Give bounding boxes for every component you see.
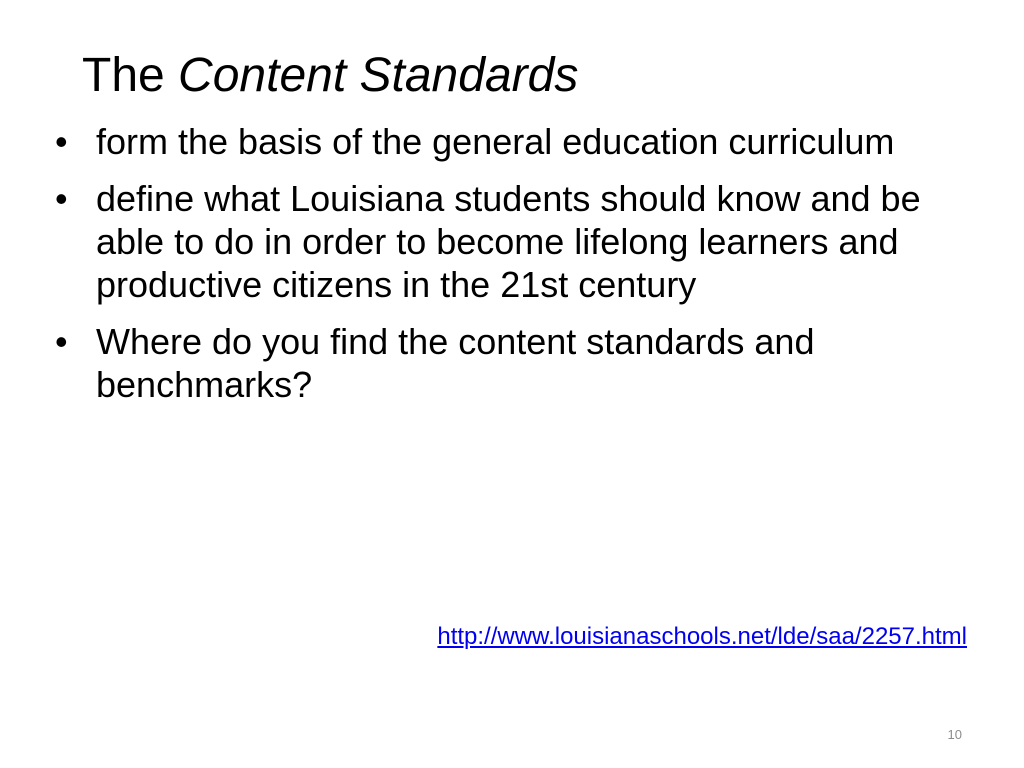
bullet-marker: • — [55, 321, 68, 362]
standards-link[interactable]: http://www.louisianaschools.net/lde/saa/2257.html — [437, 623, 967, 650]
bullet-list — [55, 120, 985, 420]
slide-title — [82, 48, 578, 104]
bullet-text: form the basis of the general education curriculum — [96, 121, 895, 162]
bullet-text: define what Louisiana students should know and be able to do in order to become lifelong learners and productive citizens in the 21st century — [96, 178, 921, 305]
bullet-item — [55, 177, 985, 306]
bullet-item — [55, 320, 985, 406]
bullet-item — [55, 120, 985, 163]
bullet-text: Where do you find the content standards and benchmarks? — [96, 321, 825, 405]
page-number: 10 — [947, 727, 962, 742]
title-prefix: The — [82, 49, 179, 102]
bullet-marker: • — [55, 178, 68, 219]
title-emphasis: Content Standards — [178, 49, 579, 102]
bullet-marker: • — [55, 121, 68, 162]
